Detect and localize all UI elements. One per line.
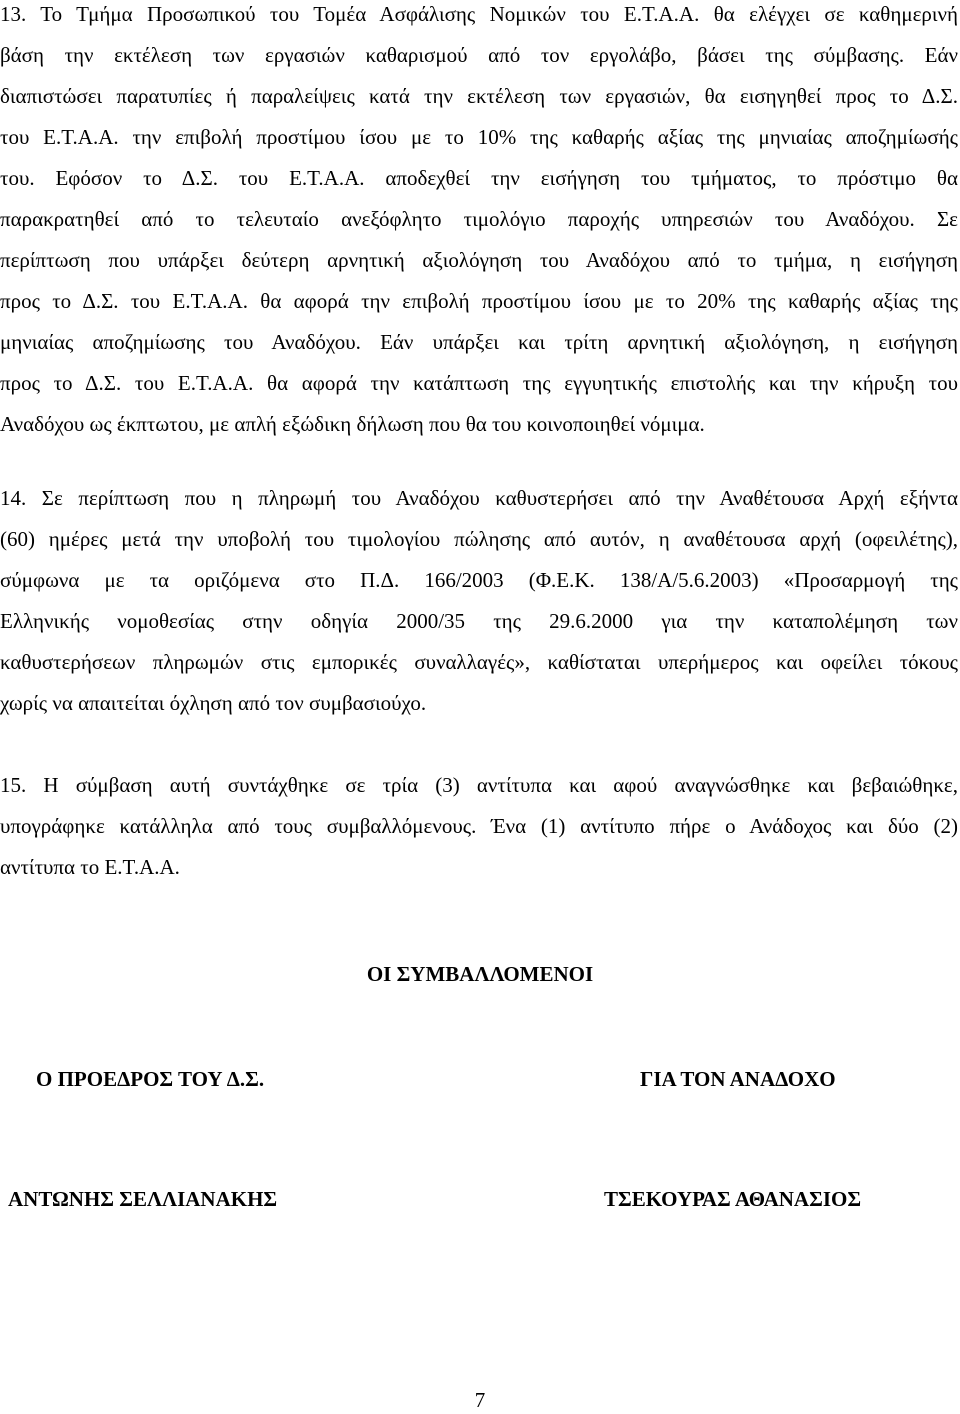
- paragraph-15: [0, 765, 958, 888]
- paragraph-14: [0, 478, 958, 724]
- left-signatory-name: ΑΝΤΩΝΗΣ ΣΕΛΛΙΑΝΑΚΗΣ: [8, 1187, 278, 1211]
- paragraph-line: 14. Σε περίπτωση που η πληρωμή του Αναδόχου καθυστερήσει από την Αναθέτουσα Αρχή εξήντα: [0, 486, 958, 510]
- paragraph-line: σύμφωνα με τα οριζόμενα στο Π.Δ. 166/2003 (Φ.Ε.Κ. 138/Α/5.6.2003) «Προσαρμογή της: [0, 568, 958, 592]
- paragraph-line: μηνιαίας αποζημίωσης του Αναδόχου. Εάν υπάρξει και τρίτη αρνητική αξιολόγηση, η εισήγηση: [0, 330, 958, 354]
- paragraph-line: 13. Το Τμήμα Προσωπικού του Τομέα Ασφάλισης Νομικών του Ε.Τ.Α.Α. θα ελέγχει σε καθημερινή: [0, 2, 958, 26]
- paragraph-line: περίπτωση που υπάρξει δεύτερη αρνητική αξιολόγηση του Αναδόχου από το τμήμα, η εισήγηση: [0, 248, 958, 272]
- paragraph-line: υπογράφηκε κατάλληλα από τους συμβαλλόμενους. Ένα (1) αντίτυπο πήρε ο Ανάδοχος και δύο (2): [0, 814, 958, 838]
- paragraph-line: καθυστερήσεων πληρωμών στις εμπορικές συναλλαγές», καθίσταται υπερήμερος και οφείλει τόκους: [0, 650, 958, 674]
- paragraph-line: Ελληνικής νομοθεσίας στην οδηγία 2000/35 της 29.6.2000 για την καταπολέμηση των: [0, 609, 958, 633]
- right-signatory-role: ΓΙΑ ΤΟΝ ΑΝΑΔΟΧΟ: [640, 1067, 836, 1091]
- paragraph-line: βάση την εκτέλεση των εργασιών καθαρισμού από τον εργολάβο, βάσει της σύμβασης. Εάν: [0, 43, 958, 67]
- signatures-title: ΟΙ ΣΥΜΒΑΛΛΟΜΕΝΟΙ: [366, 962, 594, 986]
- paragraph-line: προς το Δ.Σ. του Ε.Τ.Α.Α. θα αφορά την κατάπτωση της εγγυητικής επιστολής και την κήρυξη του: [0, 371, 958, 395]
- paragraph-line: 15. Η σύμβαση αυτή συντάχθηκε σε τρία (3) αντίτυπα και αφού αναγνώσθηκε και βεβαιώθηκε,: [0, 773, 958, 797]
- paragraph-line: προς το Δ.Σ. του Ε.Τ.Α.Α. θα αφορά την επιβολή προστίμου ίσου με το 20% της καθαρής αξίας της: [0, 289, 958, 313]
- paragraph-line: αντίτυπα το Ε.Τ.Α.Α.: [0, 855, 180, 879]
- paragraph-13: [0, 0, 958, 445]
- paragraph-line: (60) ημέρες μετά την υποβολή του τιμολογίου πώλησης από αυτόν, η αναθέτουσα αρχή (οφειλέτης),: [0, 527, 958, 551]
- paragraph-line: του. Εφόσον το Δ.Σ. του Ε.Τ.Α.Α. αποδεχθεί την εισήγηση του τμήματος, το πρόστιμο θα: [0, 166, 958, 190]
- left-signatory-role: Ο ΠΡΟΕΔΡΟΣ ΤΟΥ Δ.Σ.: [36, 1067, 265, 1091]
- page-number: 7: [474, 1388, 486, 1412]
- paragraph-line: Αναδόχου ως έκπτωτου, με απλή εξώδικη δήλωση που θα του κοινοποιηθεί νόμιμα.: [0, 412, 705, 436]
- paragraph-line: χωρίς να απαιτείται όχληση από τον συμβασιούχο.: [0, 691, 427, 715]
- paragraph-line: παρακρατηθεί από το τελευταίο ανεξόφλητο τιμολόγιο παροχής υπηρεσιών του Αναδόχου. Σε: [0, 207, 958, 231]
- paragraph-line: του Ε.Τ.Α.Α. την επιβολή προστίμου ίσου με το 10% της καθαρής αξίας της μηνιαίας αποζημίωσής: [0, 125, 958, 149]
- right-signatory-name: ΤΣΕΚΟΥΡΑΣ ΑΘΑΝΑΣΙΟΣ: [604, 1187, 862, 1211]
- paragraph-line: διαπιστώσει παρατυπίες ή παραλείψεις κατά την εκτέλεση των εργασιών, θα εισηγηθεί προς το Δ.Σ.: [0, 84, 958, 108]
